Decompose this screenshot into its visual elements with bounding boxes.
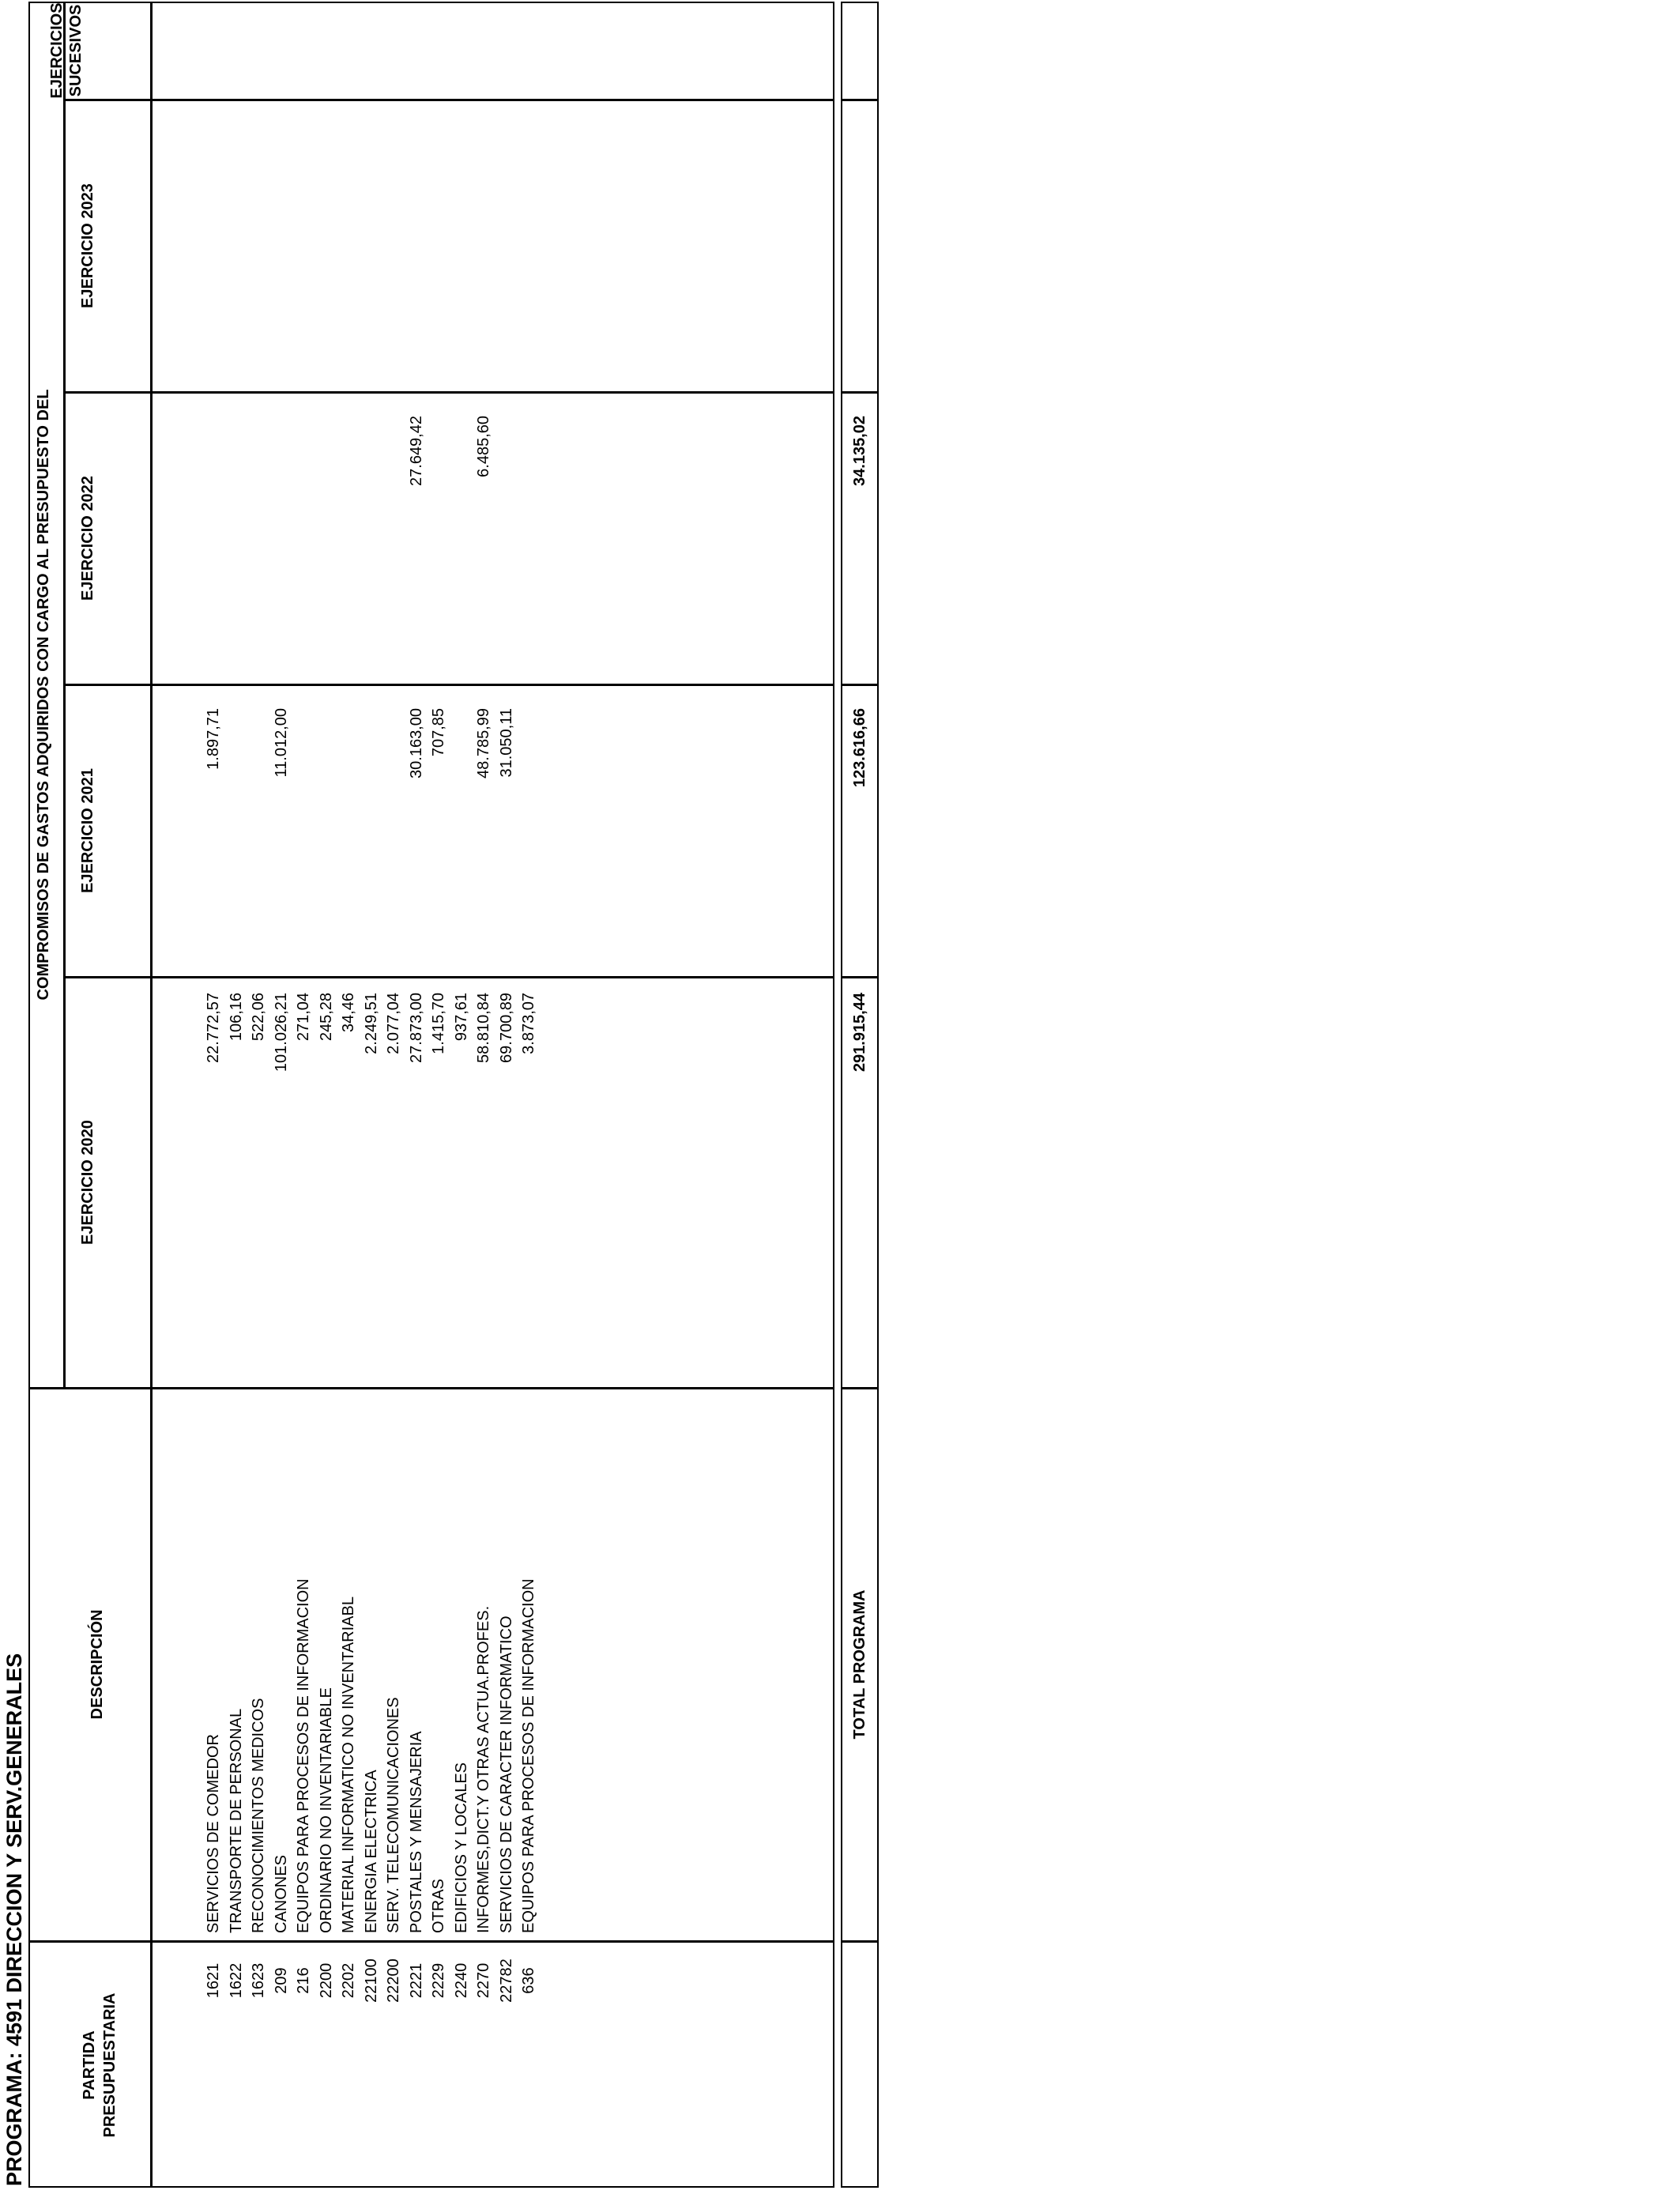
row-2020: 69.700,89 xyxy=(497,993,515,1063)
row-2022: 27.649,42 xyxy=(407,416,425,486)
row-2021: 31.050,11 xyxy=(497,708,515,778)
compromisos-header: COMPROMISOS DE GASTOS ADQUIRIDOS CON CARGO AL PRESUPUESTO DEL xyxy=(35,389,52,1001)
row-code: 2229 xyxy=(430,1962,447,1999)
row-2020: 22.772,57 xyxy=(205,993,222,1063)
row-2020: 271,04 xyxy=(295,993,312,1042)
total-divider-2023 xyxy=(841,100,879,102)
row-2020: 522,06 xyxy=(250,993,267,1042)
total-label: TOTAL PROGRAMA xyxy=(851,1589,868,1740)
row-code: 2240 xyxy=(452,1962,470,1999)
row-2020: 3.873,07 xyxy=(520,993,537,1054)
row-2021: 48.785,99 xyxy=(475,708,492,778)
row-description: RECONOCIMIENTOS MEDICOS xyxy=(250,1698,267,1933)
total-2022: 34.135,02 xyxy=(851,416,868,486)
row-description: TRANSPORTE DE PERSONAL xyxy=(227,1708,245,1933)
row-description: EQUIPOS PARA PROCESOS DE INFORMACION xyxy=(520,1578,537,1933)
row-code: 1621 xyxy=(205,1962,222,1999)
partida-header-line2: PRESUPUESTARIA xyxy=(101,1992,119,2138)
group-header-divider xyxy=(63,2,66,1389)
row-code: 2200 xyxy=(317,1962,335,1999)
column-divider-2020 xyxy=(63,977,834,979)
ejercicio-2020-header: EJERCICIO 2020 xyxy=(79,1120,96,1245)
header-body-divider xyxy=(150,2,153,2188)
row-2020: 2.249,51 xyxy=(362,993,380,1054)
row-description: INFORMES,DICT.Y OTRAS ACTUA.PROFES. xyxy=(475,1605,492,1933)
partida-header-line1: PARTIDA xyxy=(81,2030,98,2100)
row-description: SERVICIOS DE CARACTER INFORMATICO xyxy=(497,1615,515,1933)
row-2020: 1.415,70 xyxy=(430,993,447,1054)
row-2020: 245,28 xyxy=(317,993,335,1042)
row-code: 22100 xyxy=(362,1958,380,2003)
row-code: 1622 xyxy=(227,1962,245,1999)
row-2022: 6.485,60 xyxy=(475,416,492,477)
row-2021: 1.897,71 xyxy=(205,708,222,770)
total-divider-2022 xyxy=(841,392,879,394)
row-code: 2202 xyxy=(340,1962,357,1999)
row-description: POSTALES Y MENSAJERIA xyxy=(407,1731,425,1933)
row-code: 1623 xyxy=(250,1962,267,1999)
descripcion-column-divider xyxy=(28,1388,834,1390)
column-divider-2023 xyxy=(63,100,834,102)
row-code: 636 xyxy=(520,1967,537,1994)
column-divider-2021 xyxy=(63,684,834,687)
row-description: MATERIAL INFORMATICO NO INVENTARIABL xyxy=(340,1596,357,1933)
row-code: 216 xyxy=(295,1967,312,1994)
partida-header xyxy=(79,1943,120,2188)
row-2021: 11.012,00 xyxy=(272,708,290,778)
row-2020: 106,16 xyxy=(227,993,245,1042)
row-description: SERVICIOS DE COMEDOR xyxy=(205,1734,222,1933)
row-2020: 937,61 xyxy=(452,993,470,1042)
column-divider-2022 xyxy=(63,392,834,394)
program-title: PROGRAMA: 4591 DIRECCION Y SERV.GENERALES xyxy=(2,1653,26,2186)
row-description: SERV. TELECOMUNICACIONES xyxy=(385,1697,402,1933)
row-code: 209 xyxy=(272,1967,290,1994)
row-description: EDIFICIOS Y LOCALES xyxy=(452,1762,470,1933)
row-description: ENERGIA ELECTRICA xyxy=(362,1770,380,1933)
ejercicios-sucesivos-header: EJERCICIOS SUCESIVOS xyxy=(48,2,85,99)
row-2021: 30.163,00 xyxy=(407,708,425,778)
ejercicio-2022-header: EJERCICIO 2022 xyxy=(79,476,96,601)
row-2020: 58.810,84 xyxy=(475,993,492,1063)
ejercicio-2023-header: EJERCICIO 2023 xyxy=(79,183,96,308)
row-2020: 27.873,00 xyxy=(407,993,425,1063)
row-2020: 34,46 xyxy=(340,993,357,1033)
row-code: 22200 xyxy=(385,1958,402,2003)
descripcion-header: DESCRIPCIÓN xyxy=(89,1609,106,1720)
row-code: 2221 xyxy=(407,1962,425,1999)
row-code: 22782 xyxy=(497,1958,515,2003)
row-description: ORDINARIO NO INVENTARIABLE xyxy=(317,1687,335,1933)
row-2021: 707,85 xyxy=(430,708,447,757)
ejercicio-2021-header: EJERCICIO 2021 xyxy=(79,768,96,893)
total-2021: 123.616,66 xyxy=(851,708,868,788)
total-2020: 291.915,44 xyxy=(851,993,868,1072)
row-description: OTRAS xyxy=(430,1879,447,1933)
row-2020: 2.077,04 xyxy=(385,993,402,1054)
row-2020: 101.026,21 xyxy=(272,993,290,1072)
row-description: EQUIPOS PARA PROCESOS DE INFORMACION xyxy=(295,1578,312,1933)
row-description: CANONES xyxy=(272,1855,290,1933)
row-code: 2270 xyxy=(475,1962,492,1999)
